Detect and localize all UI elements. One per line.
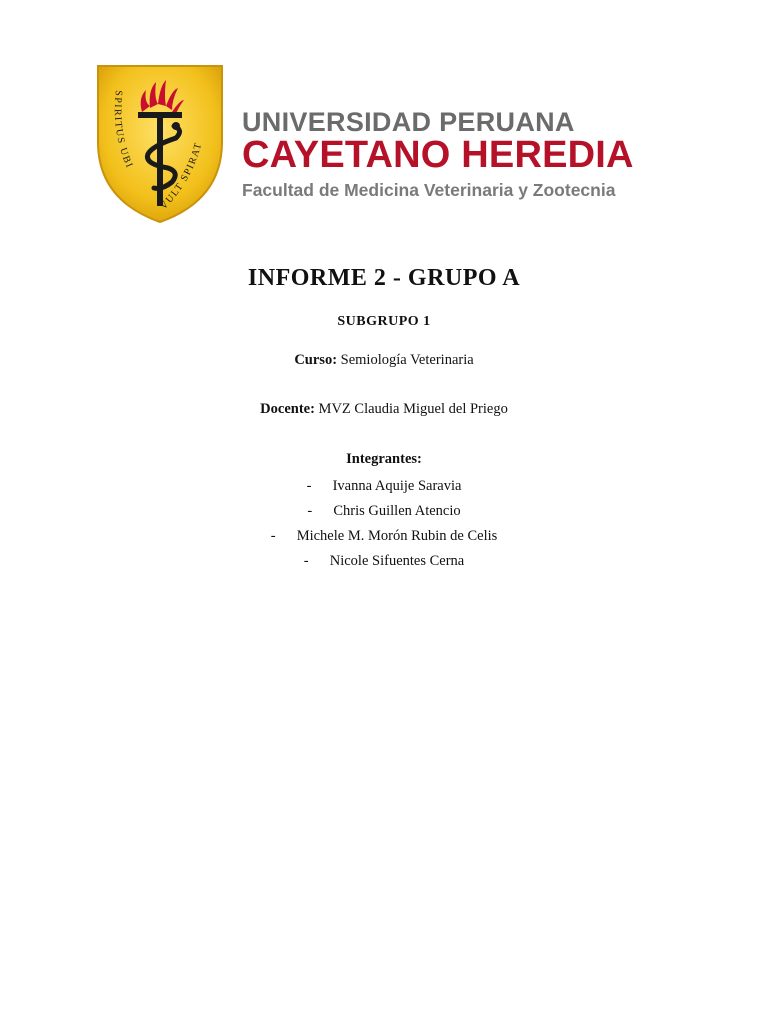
list-item — [0, 527, 768, 552]
report-title: INFORME 2 - GRUPO A — [247, 265, 521, 291]
course-value: Semiología Veterinaria — [340, 352, 474, 368]
list-bullet: - — [306, 478, 312, 494]
list-item — [0, 502, 768, 527]
subgroup-label: SUBGRUPO 1 — [337, 314, 431, 329]
members-list — [0, 477, 768, 577]
member-name: Nicole Sifuentes Cerna — [329, 553, 465, 569]
list-bullet: - — [303, 553, 309, 569]
university-name-line1: UNIVERSIDAD PERUANA — [242, 107, 575, 137]
member-name: Chris Guillen Atencio — [333, 503, 461, 519]
member-name: Michele M. Morón Rubin de Celis — [296, 528, 498, 544]
document-header — [0, 0, 768, 240]
university-shield-logo — [94, 60, 226, 226]
members-heading: Integrantes: — [346, 451, 422, 467]
list-bullet: - — [270, 528, 276, 544]
course-label: Curso: — [294, 352, 338, 368]
list-item — [0, 477, 768, 502]
member-name: Ivanna Aquije Saravia — [332, 478, 462, 494]
teacher-value: MVZ Claudia Miguel del Priego — [318, 401, 508, 417]
course-line — [0, 352, 768, 369]
svg-text:VULT SPIRAT: VULT SPIRAT — [158, 140, 205, 213]
list-item — [0, 552, 768, 577]
teacher-line — [0, 401, 768, 418]
svg-text:SPIRITUS UBI: SPIRITUS UBI — [111, 89, 135, 171]
list-bullet: - — [307, 503, 313, 519]
teacher-label: Docente: — [260, 401, 315, 417]
university-name-line2: CAYETANO HEREDIA — [242, 134, 634, 176]
faculty-name: Facultad de Medicina Veterinaria y Zootecnia — [242, 180, 616, 200]
